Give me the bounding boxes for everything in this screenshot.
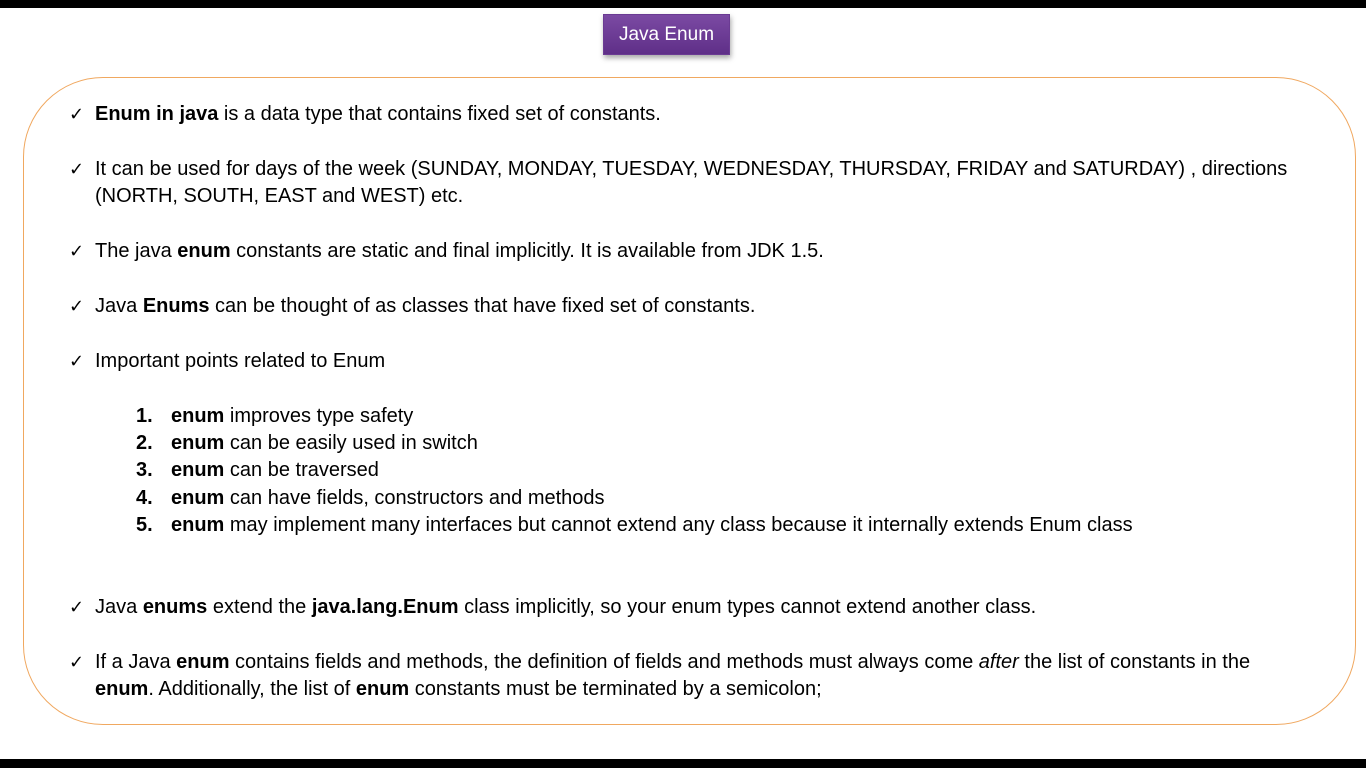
text-segment: can be thought of as classes that have fixed set of constants. <box>209 295 756 317</box>
checkmark-icon: ✓ <box>69 351 85 371</box>
bold-text: enum <box>171 432 225 454</box>
point-text <box>171 485 605 512</box>
bold-text: Enums <box>142 295 210 317</box>
text-segment: It can be used for days of the week (SUNDAY, MONDAY, TUESDAY, WEDNESDAY, THURSDAY, FRIDAY and SATURDAY) , directions <box>95 158 1288 180</box>
text-segment: may implement many interfaces but cannot extend any class because it internally extends Enum class <box>224 514 1133 536</box>
bullet-text <box>95 348 385 375</box>
bullet-text <box>95 594 1036 621</box>
text-segment: can have fields, constructors and methods <box>224 487 605 509</box>
text-segment: If a Java <box>95 651 177 673</box>
checkmark-icon: ✓ <box>69 652 85 672</box>
point-number: 4. <box>136 487 153 509</box>
bullet-text <box>95 156 1287 210</box>
checkmark-icon: ✓ <box>69 241 85 261</box>
text-segment: (NORTH, SOUTH, EAST and WEST) etc. <box>95 185 464 207</box>
bold-text: Enum in java <box>95 103 219 125</box>
point-number: 1. <box>136 405 153 427</box>
text-segment: the list of constants in the <box>1018 651 1251 673</box>
point-text <box>171 457 379 484</box>
point-text <box>171 403 413 430</box>
checkmark-icon: ✓ <box>69 597 85 617</box>
bold-text: java.lang.Enum <box>311 596 459 618</box>
text-segment: class implicitly, so your enum types cannot extend another class. <box>458 596 1037 618</box>
bold-text: enum <box>355 678 410 700</box>
bold-text: enum <box>171 459 225 481</box>
point-number: 5. <box>136 514 153 536</box>
point-number: 2. <box>136 432 153 454</box>
bold-text: enum <box>176 651 230 673</box>
checkmark-icon: ✓ <box>69 159 85 179</box>
top-border <box>0 0 1366 8</box>
bold-text: enum <box>171 487 225 509</box>
point-number: 3. <box>136 459 153 481</box>
point-text <box>171 512 1133 539</box>
italic-text: after <box>978 651 1019 673</box>
text-segment: Java <box>95 596 143 618</box>
text-segment: can be easily used in switch <box>224 432 478 454</box>
checkmark-icon: ✓ <box>69 296 85 316</box>
bold-text: enum <box>171 405 225 427</box>
bold-text: enum <box>95 678 149 700</box>
point-text <box>171 430 478 457</box>
text-segment: constants must be terminated by a semicolon; <box>409 678 822 700</box>
text-segment: improves type safety <box>224 405 414 427</box>
text-segment: extend the <box>207 596 312 618</box>
text-segment: constants are static and final implicitly. It is available from JDK 1.5. <box>230 240 824 262</box>
bullet-text <box>95 293 755 320</box>
text-segment: contains fields and methods, the definition of fields and methods must always come <box>229 651 979 673</box>
checkmark-icon: ✓ <box>69 104 85 124</box>
bullet-text <box>95 649 1250 703</box>
bold-text: enum <box>177 240 231 262</box>
text-segment: The java <box>95 240 178 262</box>
bullet-text <box>95 238 824 265</box>
bottom-border <box>0 759 1366 768</box>
text-segment: is a data type that contains fixed set of constants. <box>218 103 661 125</box>
text-segment: . Additionally, the list of <box>148 678 356 700</box>
bold-text: enums <box>142 596 208 618</box>
bold-text: enum <box>171 514 225 536</box>
text-segment: Java <box>95 295 143 317</box>
slide-title: Java Enum <box>603 14 730 55</box>
text-segment: Important points related to Enum <box>95 350 386 372</box>
bullet-text <box>95 101 661 128</box>
text-segment: can be traversed <box>224 459 379 481</box>
